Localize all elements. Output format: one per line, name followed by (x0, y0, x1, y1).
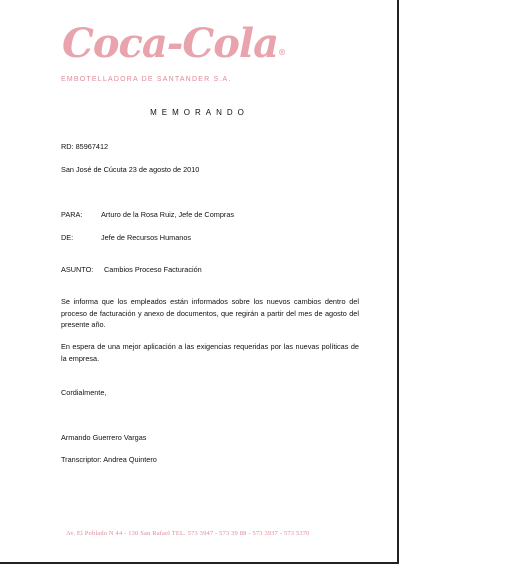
reference-number: RD: 85967412 (61, 142, 109, 151)
body-paragraph-1: Se informa que los empleados están informados sobre los nuevos cambios dentro del proceso de facturación y anexo de documentos, que regirán a partir del mes de agosto del presente año. (61, 297, 359, 329)
from-value: Jefe de Recursos Humanos (101, 233, 192, 242)
from-label: DE: (61, 233, 74, 242)
logo-text: Coca-Cola (62, 20, 279, 67)
subject-label: ASUNTO: (61, 265, 94, 274)
subject-value: Cambios Proceso Facturación (104, 265, 202, 274)
footer-address: Av. El Poblado N 44 - 130 San Rafael TEL. 573 3947 - 573 39 88 - 573 3937 - 573 5370 (66, 530, 310, 537)
closing: Cordialmente, (61, 388, 107, 397)
date-line: San José de Cúcuta 23 de agosto de 2010 (61, 165, 200, 174)
transcriber: Transcriptor: Andrea Quintero (61, 455, 157, 464)
body-paragraph-2: En espera de una mejor aplicación a las exigencias requeridas por las nuevas políticas de la empresa. (61, 342, 359, 363)
memo-title: MEMORANDO (150, 108, 249, 117)
to-label: PARA: (61, 210, 83, 219)
to-value: Arturo de la Rosa Ruiz, Jefe de Compras (101, 210, 235, 219)
coca-cola-logo (62, 20, 285, 67)
registered-mark: ® (278, 47, 286, 57)
company-name: EMBOTELLADORA DE SANTANDER S.A. (61, 76, 232, 83)
signer-name: Armando Guerrero Vargas (61, 433, 147, 442)
